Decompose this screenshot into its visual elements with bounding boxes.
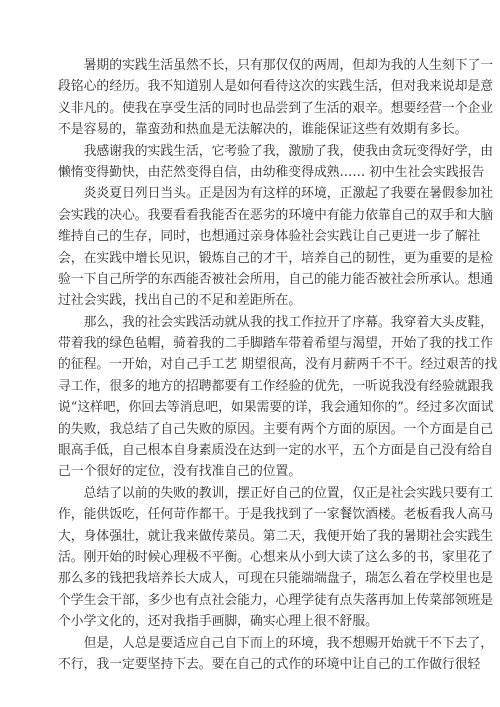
text-line: 那么，我的社会实践活动就从我的找工作拉开了序幕。我穿着大头皮鞋， [58, 314, 494, 330]
text-line: 寻工作，很多的地方的招聘都要有工作经验的优先，一听说我没有经验就跟我 [58, 378, 494, 394]
paragraph [58, 141, 494, 312]
text-line: 不是容易的，靠蛮劲和热血是无法解决的，谁能保证这些有效期有多长。 [58, 122, 468, 138]
paragraph [58, 483, 494, 633]
text-line: 的征程。一开始，对自己手工艺 期望很高，没有月薪两千不干。经过艰苦的找 [58, 357, 498, 373]
paragraph [58, 55, 494, 141]
text-line: 带着我的绿色毡帽，骑着我的二手脚踏车带着希望与渴望，开始了我的找工作 [58, 336, 494, 352]
text-line: 总结了以前的失败的教训，摆正好自己的位置，仅正是社会实践只要有工 [58, 485, 494, 501]
text-line: 个学生会干部，多少也有点社会能力，心理学徒有点失落再加上传菜部领班是 [58, 592, 494, 608]
text-line: 暑期的实践生活虽然不长，只有那仅仅的两周，但却为我的人生刻下了一 [58, 58, 494, 73]
text-line: 大，身体强壮，就让我来做传菜员。第二天，我便开始了我的暑期社会实践生 [58, 528, 494, 544]
text-line: 那么多的钱把我培养长大成人，可现在只能端端盘子，瑞怎么着在学校里也是 [58, 571, 494, 587]
text-line: 己一个很好的定位，没有找准自己的位置。 [58, 464, 302, 480]
text-line: 义非凡的。使我在享受生活的同时也品尝到了生活的艰辛。想要经营一个企业 [58, 100, 494, 116]
text-line: 会实践的决心。我要看看我能否在恶劣的环境中有能力依靠自己的双手和大脑 [58, 207, 494, 223]
paragraph [58, 312, 498, 483]
text-line: 懒惰变得勤快，由茫然变得自信，由幼稚变得成熟…… 初中生社会实践报告 [58, 164, 485, 180]
document-body [58, 55, 498, 675]
text-line: 的失败，我总结了自己失败的原因。主要有两个方面的原因。一个方面是自己 [58, 421, 494, 437]
text-line: 段铭心的经历。我不知道别人是如何看待这次的实践生活，但对我来说却是意 [58, 79, 494, 95]
text-line: 作，能供饭吃，任何苛作都干。于是我找到了一家餐饮酒楼。老板看我人高马 [58, 507, 494, 523]
text-line: 眼高手低，自己根本自身素质没在达到一定的水平，五个方面是自己没有给自 [58, 443, 494, 459]
text-line: 我感谢我的实践生活，它考验了我，激励了我，使我由贪玩变得好学，由 [58, 143, 494, 159]
text-line: 会，在实践中增长见识，锻炼自己的才干，培养自己的韧性，更为重要的是检 [58, 250, 494, 266]
text-line: 但是，人总是要适应自己自下而上的环境，我不想赐开始就干不下去了， [58, 635, 494, 651]
text-line: 过社会实践，找出自己的不足和差距所在。 [58, 293, 302, 309]
text-line: 个小学文化的，还对我指手画脚，确实心理上很不舒服。 [58, 614, 378, 630]
text-line: 不行，我一定要坚持下去。要在自己的式作的环境中让自己的工作做行很轻 [58, 656, 481, 672]
text-line: 验一下自己所学的东西能否被社会所用，自己的能力能否被社会所承认。想通 [58, 271, 494, 287]
paragraph [58, 633, 494, 676]
text-line: 活。刚开始的时候心理极不平衡。心想来从小到大读了这么多的书，家里花了 [58, 549, 494, 565]
text-line: 维持自己的生存，同时，也想通过亲身体验社会实践让自己更进一步了解社 [58, 229, 481, 245]
text-line: 炎炎夏日列日当头。正是因为有这样的环境，正激起了我要在暑假参加社 [58, 186, 494, 202]
text-line: 说“这样吧，你回去等消息吧，如果需要的详，我会通知你的”。经过多次面试 [58, 400, 494, 416]
